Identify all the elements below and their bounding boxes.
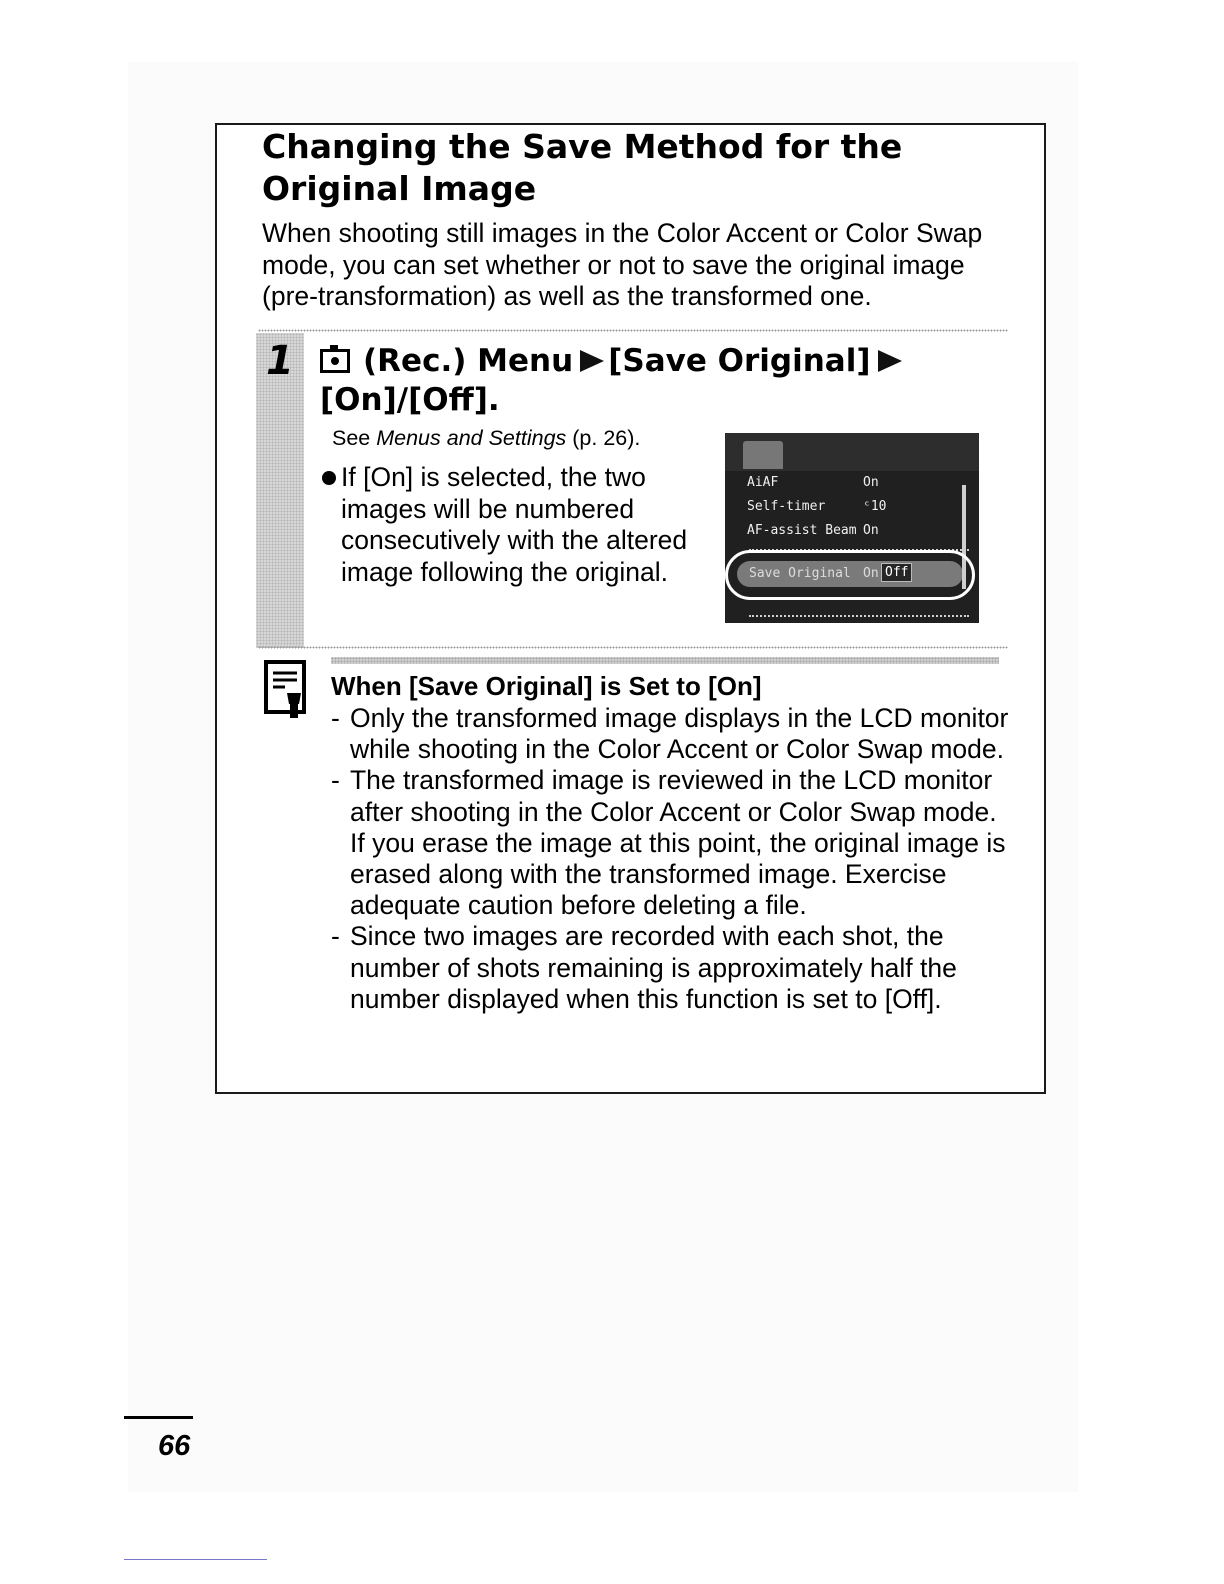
page-number: 66 [158, 1430, 191, 1462]
see-reference-title: Menus and Settings [376, 426, 567, 450]
see-prefix: See [332, 426, 377, 450]
step-top-divider [258, 329, 1008, 332]
lcd-row-value: On [863, 475, 879, 490]
lcd-screenshot [725, 433, 979, 623]
arrow-right-icon [878, 350, 902, 372]
memo-note-icon [263, 659, 311, 721]
step-number: 1 [266, 338, 294, 384]
bullet-dot-icon [322, 471, 336, 485]
lcd-save-original-label: Save Original [749, 566, 851, 581]
lcd-row-value: ᶜ10 [863, 499, 887, 514]
note-item-text: Only the transformed image displays in the LCD monitor while shooting in the Color Accent or Color Swap mode. [350, 703, 1009, 765]
intro-paragraph: When shooting still images in the Color Accent or Color Swap mode, you can set whether or not to save the original image (pre-transformation) as well as the transformed one. [262, 218, 983, 311]
note-header-bar [331, 657, 999, 664]
note-list [331, 703, 1011, 1015]
lcd-cut-row [749, 615, 969, 623]
lcd-row-aiaf [747, 475, 879, 490]
lcd-row-label: AF-assist Beam [747, 523, 857, 538]
lcd-row-label: AiAF [747, 475, 779, 490]
lcd-row-self-timer [747, 499, 887, 514]
see-reference [332, 423, 640, 453]
lcd-row-value: On [863, 523, 879, 538]
see-suffix: (p. 26). [566, 426, 641, 450]
dash-icon: - [331, 765, 340, 796]
dash-icon: - [331, 921, 340, 952]
lcd-option-off: Off [881, 563, 912, 582]
note-item [331, 765, 1011, 921]
step-bottom-divider [258, 646, 1008, 649]
step-heading-options: [On]/[Off]. [320, 382, 500, 418]
step-heading-item: [Save Original] [608, 343, 871, 379]
step-heading-menu: (Rec.) Menu [363, 343, 574, 379]
camera-rec-icon [320, 349, 350, 373]
lcd-rec-tab [743, 441, 783, 469]
lcd-highlight-ring [725, 550, 975, 600]
step-heading [320, 341, 906, 381]
step-bullet-text: If [On] is selected, the two images will be numbered consecutively with the altered image following the original. [341, 462, 688, 587]
lcd-option-on: On [863, 566, 879, 581]
note-item-text: The transformed image is reviewed in the LCD monitor after shooting in the Color Accent or Color Swap mode. If you erase the image at this point, the original image is erased along with the transformed image. Exercise adequate caution before deleting a file. [350, 765, 1006, 921]
dash-icon: - [331, 703, 340, 733]
note-item [331, 703, 1011, 765]
arrow-right-icon [580, 350, 604, 372]
note-item-text: Since two images are recorded with each shot, the number of shots remaining is approximately half the number displayed when this function is set to [Off]. [350, 921, 957, 1014]
lcd-row-af-assist [747, 523, 879, 538]
note-title: When [Save Original] is Set to [On] [331, 671, 762, 701]
note-item [331, 921, 1011, 1015]
bottom-rule [124, 1559, 267, 1560]
section-title: Changing the Save Method for the Original Image [262, 127, 903, 208]
page-number-rule [124, 1416, 193, 1419]
lcd-row-label: Self-timer [747, 499, 826, 514]
